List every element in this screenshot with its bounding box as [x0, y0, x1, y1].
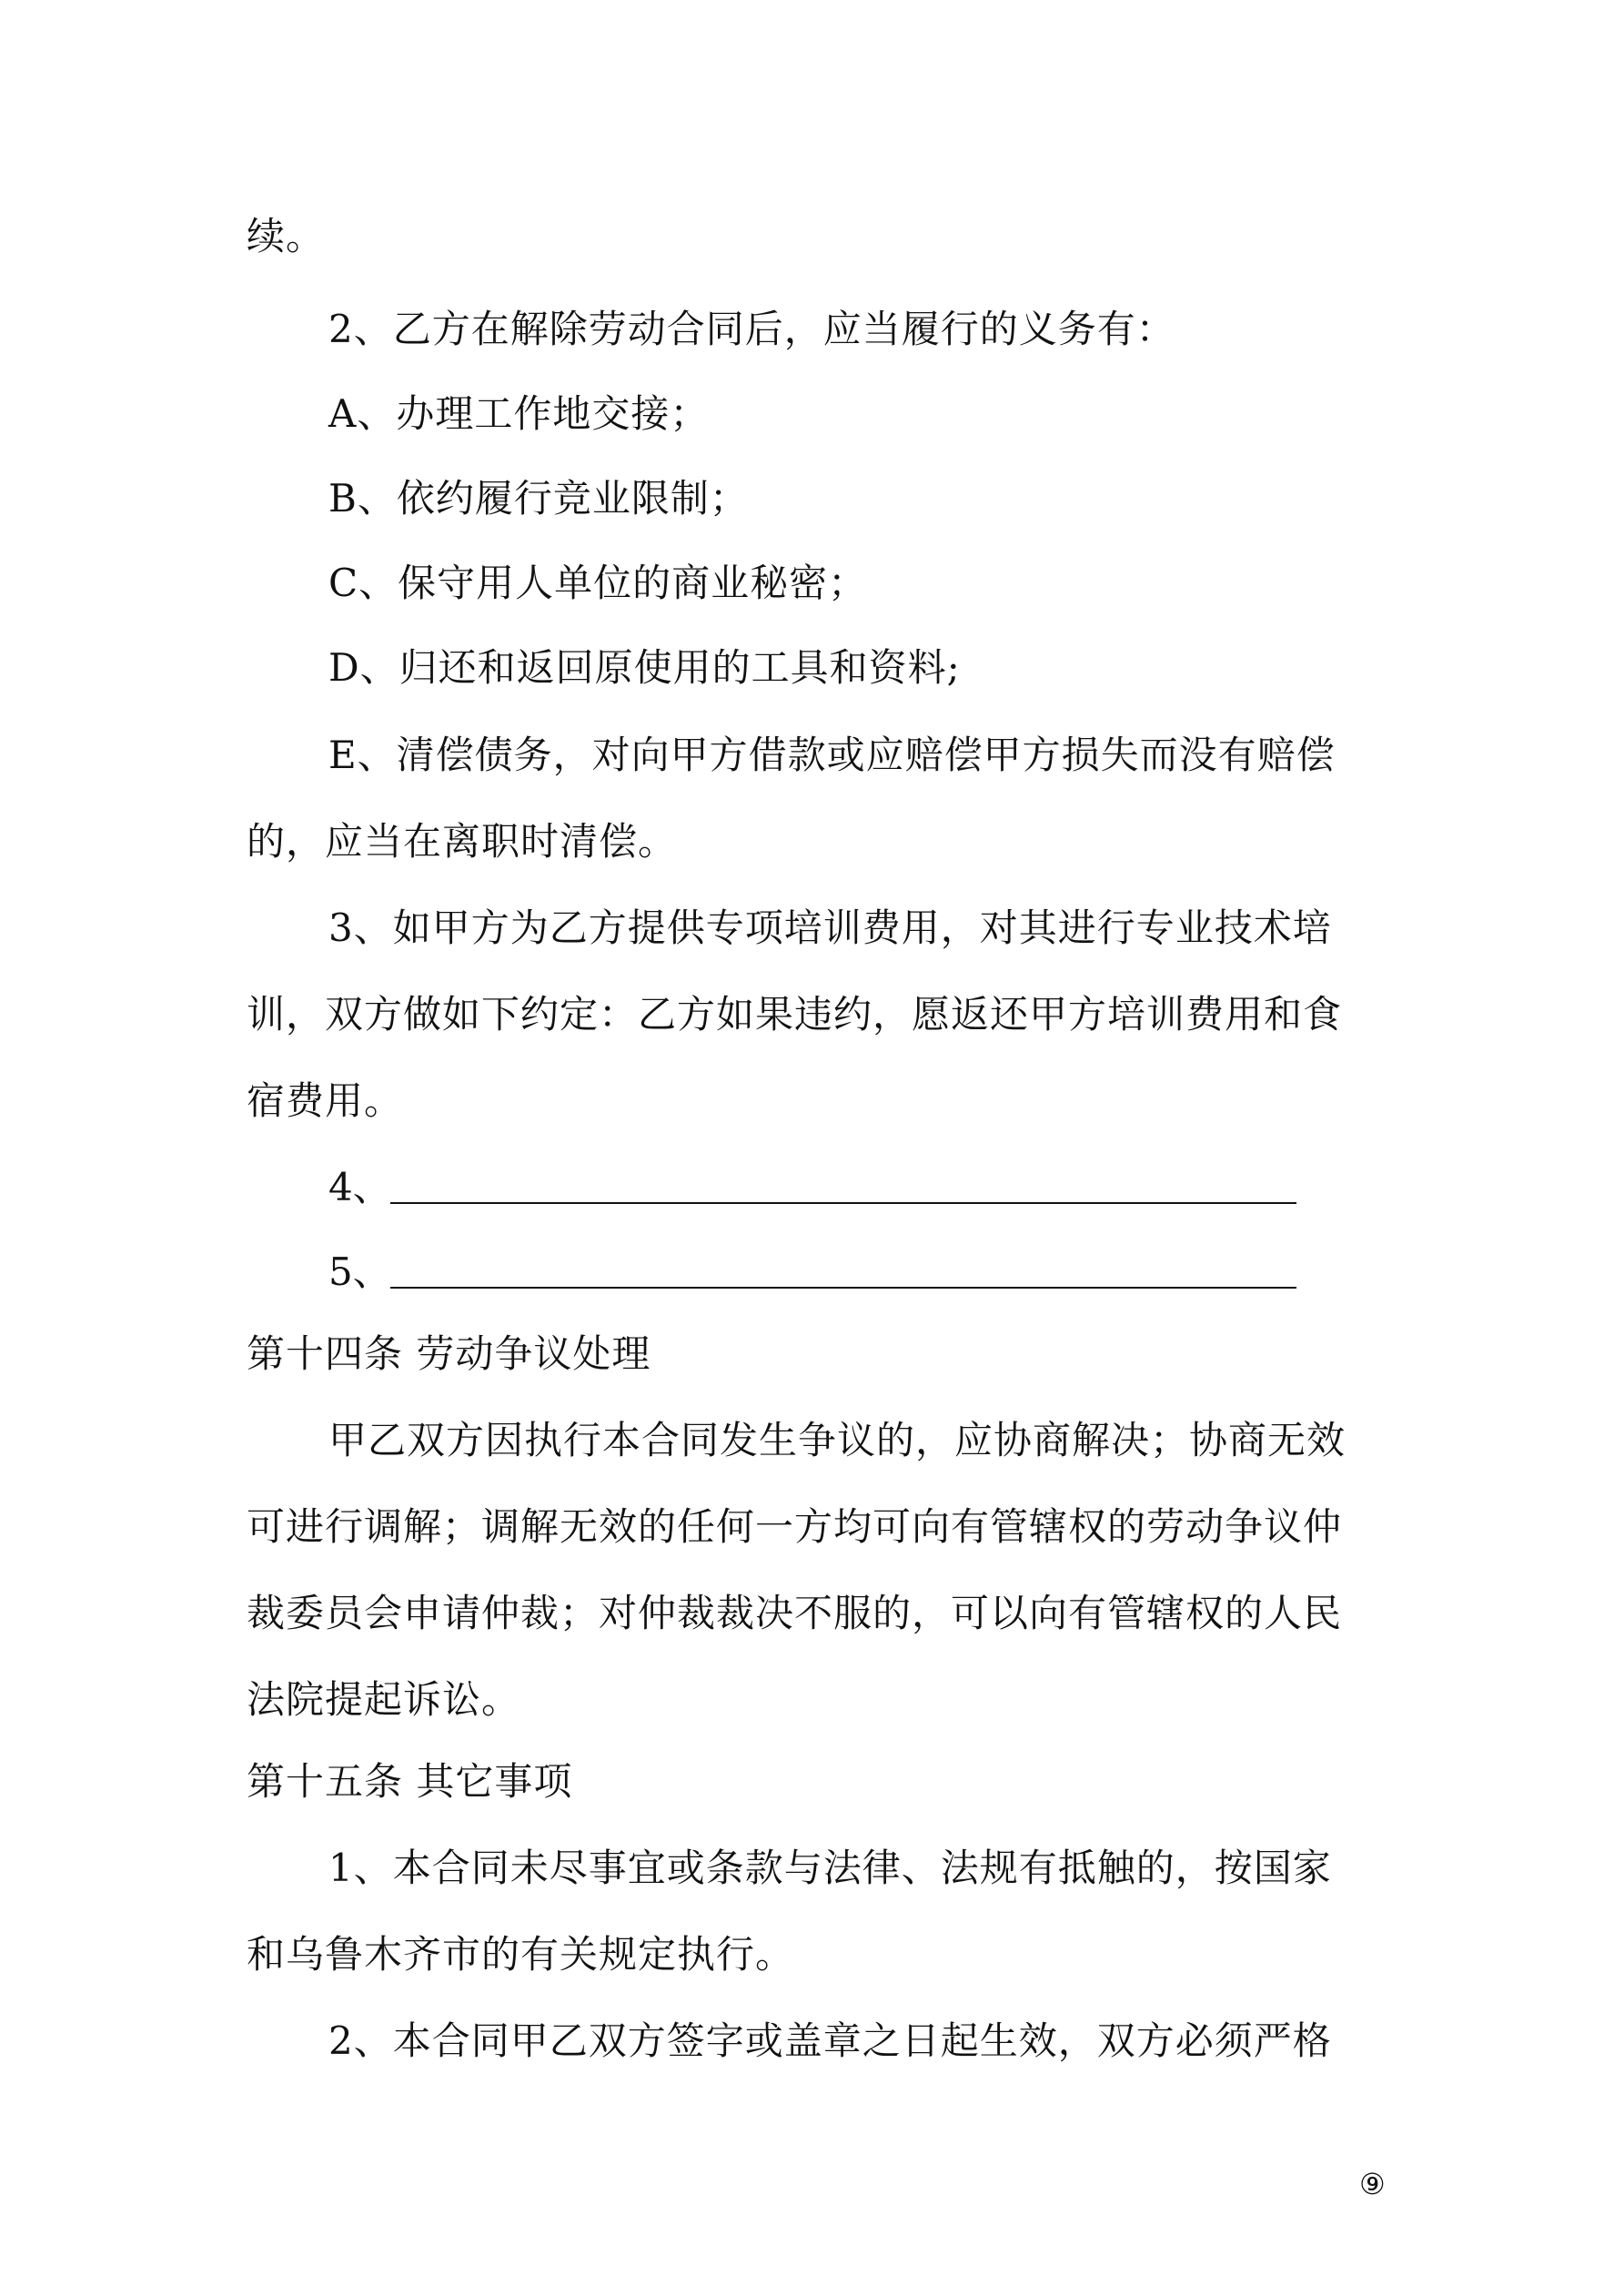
- clause-15-heading: 第十五条 其它事项: [247, 1759, 573, 1804]
- clause-14-body-4: 法院提起诉讼。: [247, 1677, 521, 1722]
- page-number: ⑨: [1359, 2167, 1386, 2201]
- clause-15-item-1: 1、本合同未尽事宜或条款与法律、法规有抵触的，按国家: [328, 1846, 1332, 1890]
- clause-14-body-2: 可进行调解；调解无效的任何一方均可向有管辖权的劳动争议仲: [247, 1504, 1343, 1549]
- clause-13-item-2: 2、乙方在解除劳动合同后，应当履行的义务有：: [328, 307, 1175, 351]
- text-line-continuation: 续。: [247, 214, 326, 258]
- clause-15-item-1-cont: 和乌鲁木齐市的有关规定执行。: [247, 1932, 795, 1977]
- clause-13-item-2-e: E、清偿债务，对向甲方借款或应赔偿甲方损失而没有赔偿: [328, 733, 1336, 777]
- clause-14-body-3: 裁委员会申请仲裁；对仲裁裁决不服的，可以向有管辖权的人民: [247, 1591, 1343, 1635]
- clause-13-item-3-cont-1: 训，双方做如下约定：乙方如果违约，愿返还甲方培训费用和食: [247, 992, 1343, 1037]
- clause-14-heading: 第十四条 劳动争议处理: [247, 1331, 651, 1376]
- clause-13-item-2-b: B、依约履行竞业限制；: [328, 476, 749, 521]
- clause-13-item-2-c: C、保守用人单位的商业秘密；: [328, 561, 868, 605]
- clause-13-item-3-cont-2: 宿费用。: [247, 1078, 404, 1123]
- clause-13-item-2-e-cont: 的，应当在离职时清偿。: [247, 819, 678, 864]
- clause-13-item-2-d: D、归还和返回原使用的工具和资料;: [328, 645, 961, 690]
- item-5-blank: [390, 1287, 1296, 1289]
- clause-13-item-5: [328, 1245, 391, 1300]
- clause-13-item-2-a: A、办理工作地交接；: [328, 391, 710, 436]
- clause-13-item-3: 3、如甲方为乙方提供专项培训费用，对其进行专业技术培: [328, 905, 1332, 950]
- item-4-blank: [390, 1202, 1296, 1204]
- item-4-label: 4、: [328, 1165, 391, 1209]
- clause-13-item-4: [328, 1160, 391, 1215]
- clause-15-item-2: 2、本合同甲乙双方签字或盖章之日起生效，双方必须严格: [328, 2018, 1332, 2063]
- clause-14-body-1: 甲乙双方因执行本合同发生争议的，应协商解决；协商无效: [328, 1418, 1347, 1462]
- item-5-label: 5、: [328, 1249, 391, 1294]
